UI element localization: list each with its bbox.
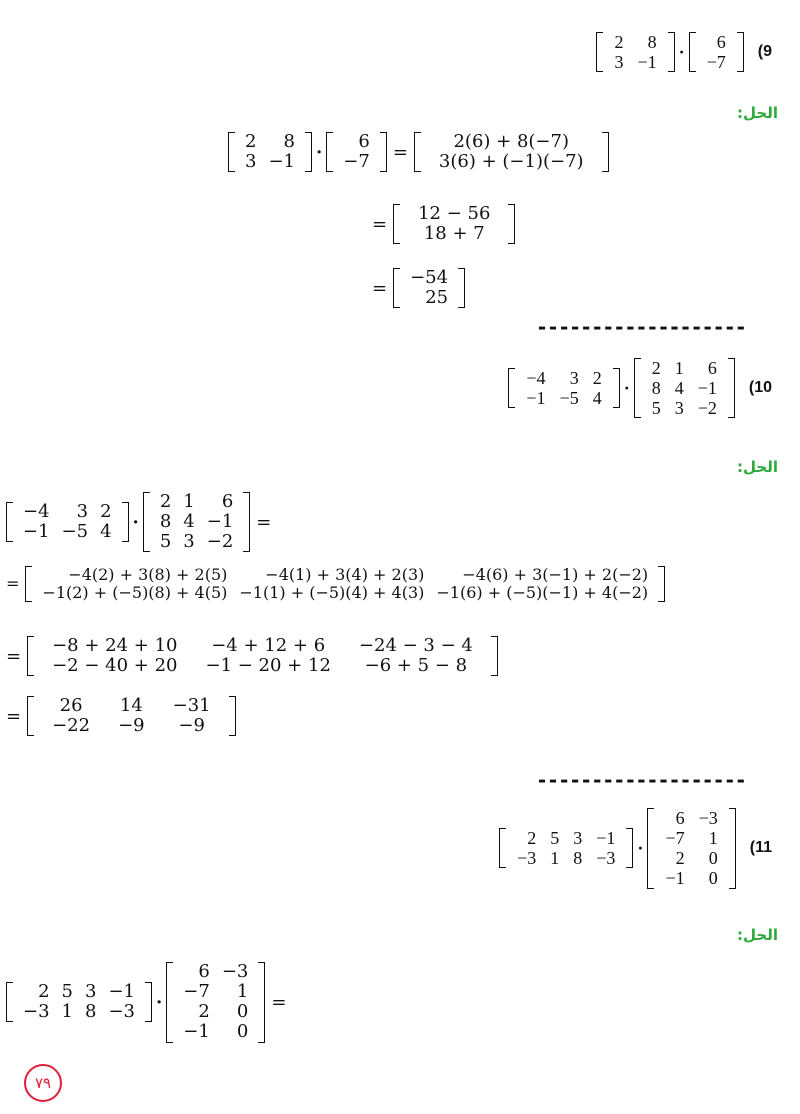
matrix-cell: 18 + 7 — [423, 223, 485, 245]
matrix-cell: −1(2) + (−5)(8) + 4(5) — [42, 582, 228, 602]
left-bracket — [596, 32, 603, 72]
matrix-row — [38, 656, 487, 676]
matrix-row — [17, 522, 118, 542]
s9-step1 — [414, 132, 609, 172]
dot-operator: · — [316, 141, 323, 163]
matrix-row — [658, 828, 724, 848]
matrix-cell: −1 — [206, 511, 234, 533]
matrix-row — [425, 152, 598, 172]
matrix-row — [658, 868, 724, 888]
matrix-cell: −54 — [410, 267, 449, 288]
matrix-cell: −1 — [637, 52, 657, 73]
dot-operator: · — [156, 991, 163, 1013]
matrix-cell: −3 — [23, 1001, 50, 1023]
p10-matrix-b — [634, 358, 735, 418]
matrix-cell: 25 — [425, 287, 449, 309]
equals-sign: = — [372, 213, 388, 235]
s9-line-2 — [366, 204, 515, 244]
s10-step3 — [27, 696, 236, 736]
matrix-cell: −2 − 40 + 20 — [52, 655, 178, 677]
s10-matrix-a — [6, 502, 129, 542]
right-bracket — [668, 32, 675, 72]
matrix-row — [404, 288, 454, 308]
matrix-cell: −3 — [596, 848, 616, 869]
problem-11 — [499, 808, 772, 889]
matrix-row — [177, 962, 254, 982]
left-bracket — [6, 982, 13, 1022]
matrix-cell: 0 — [708, 868, 718, 889]
matrix-cell: −22 — [52, 715, 91, 737]
left-bracket — [393, 268, 400, 308]
matrix-cell: −1 — [596, 828, 616, 849]
matrix-row — [645, 398, 724, 418]
problem-number: (9 — [757, 43, 772, 61]
matrix-cell: 1 — [674, 358, 684, 378]
left-bracket — [27, 696, 34, 736]
matrix-cell: 3 — [674, 398, 684, 419]
s10-line-2 — [6, 566, 665, 602]
matrix-cell: −7 — [706, 52, 726, 73]
matrix-row — [337, 152, 376, 172]
s9-matrix-a — [228, 132, 312, 172]
matrix-cell: 0 — [708, 848, 718, 869]
matrix-cell: 8 — [647, 32, 657, 52]
matrix-cell: 8 — [85, 1001, 97, 1023]
matrix-cell: 4 — [100, 521, 112, 543]
dot-operator: · — [623, 377, 630, 398]
matrix-cell: −4 — [526, 368, 546, 389]
matrix-row — [404, 204, 504, 224]
matrix-cell: 4 — [674, 378, 684, 399]
s10-step2 — [27, 636, 498, 676]
matrix-cell: 2 — [100, 501, 112, 523]
s11-matrix-b — [166, 962, 265, 1043]
matrix-cell: 1 — [61, 1001, 73, 1023]
matrix-row — [17, 1002, 141, 1022]
matrix-cell: 2 — [245, 131, 257, 152]
matrix-cell: 8 — [159, 511, 172, 533]
matrix-row — [658, 848, 724, 868]
page-number-badge — [24, 1064, 62, 1102]
right-bracket — [658, 566, 665, 602]
matrix-cell: 8 — [573, 848, 583, 869]
matrix-cell: 6 — [358, 131, 370, 152]
right-bracket — [145, 982, 152, 1022]
matrix-cell: 3 — [573, 828, 583, 849]
matrix-cell: 14 — [119, 695, 143, 716]
matrix-cell: −4 + 12 + 6 — [211, 635, 326, 656]
matrix-cell: 2(6) + 8(−7) — [453, 131, 569, 152]
left-bracket — [508, 368, 515, 408]
matrix-cell: 2 — [527, 828, 537, 849]
matrix-cell: 2 — [38, 981, 50, 1003]
matrix-cell: 2 — [159, 491, 172, 512]
matrix-row — [177, 982, 254, 1002]
s9-line-3 — [366, 268, 465, 308]
matrix-cell: 4 — [592, 388, 602, 409]
matrix-row — [519, 368, 608, 388]
matrix-cell: −1 — [665, 868, 685, 889]
matrix-row — [36, 566, 654, 584]
solution-label: الحل: — [737, 458, 778, 476]
left-bracket — [326, 132, 333, 172]
matrix-cell: 3 — [183, 531, 195, 553]
matrix-cell: 6 — [675, 808, 685, 828]
matrix-cell: −1 — [108, 981, 135, 1003]
matrix-cell: −1(6) + (−5)(−1) + 4(−2) — [436, 582, 649, 602]
equals-sign: = — [6, 705, 22, 727]
matrix-row — [404, 224, 504, 244]
matrix-cell: −9 — [178, 715, 205, 737]
s10-line-1 — [6, 492, 277, 552]
right-bracket — [602, 132, 609, 172]
matrix-cell: 6 — [198, 961, 210, 982]
s10-line-4 — [6, 696, 236, 736]
matrix-row — [404, 268, 454, 288]
right-bracket — [243, 492, 250, 552]
matrix-cell: −1(1) + (−5)(4) + 4(3) — [239, 582, 425, 602]
matrix-row — [239, 132, 301, 152]
problem-number: (10 — [748, 379, 772, 397]
matrix-row — [17, 502, 118, 522]
matrix-row — [38, 696, 225, 716]
left-bracket — [393, 204, 400, 244]
matrix-row — [177, 1002, 254, 1022]
matrix-cell: 3 — [569, 368, 579, 389]
right-bracket — [728, 358, 735, 418]
matrix-row — [700, 32, 733, 52]
matrix-cell: −4(2) + 3(8) + 2(5) — [68, 565, 228, 584]
right-bracket — [229, 696, 236, 736]
left-bracket — [689, 32, 696, 72]
right-bracket — [258, 962, 265, 1043]
matrix-cell: −1 — [23, 521, 50, 543]
left-bracket — [647, 808, 654, 889]
p9-matrix-a — [596, 32, 674, 72]
matrix-cell: 6 — [716, 32, 726, 52]
equals-sign: = — [271, 991, 287, 1013]
right-bracket — [729, 808, 736, 889]
matrix-cell: −4 — [23, 501, 50, 523]
matrix-row — [645, 358, 724, 378]
dot-operator: · — [637, 837, 644, 858]
matrix-row — [658, 808, 724, 828]
matrix-cell: 3 — [614, 52, 624, 73]
matrix-cell: 12 − 56 — [418, 203, 491, 224]
matrix-cell: 5 — [651, 398, 661, 419]
right-bracket — [737, 32, 744, 72]
matrix-row — [700, 52, 733, 72]
matrix-row — [17, 982, 141, 1002]
matrix-cell: −5 — [61, 521, 89, 543]
matrix-cell: 1 — [550, 848, 560, 869]
matrix-row — [154, 492, 239, 512]
left-bracket — [6, 502, 13, 542]
matrix-cell: 0 — [236, 1021, 249, 1043]
matrix-cell: 5 — [550, 828, 560, 849]
right-bracket — [458, 268, 465, 308]
matrix-cell: 5 — [159, 531, 172, 553]
right-bracket — [380, 132, 387, 172]
matrix-row — [38, 716, 225, 736]
matrix-cell: 2 — [614, 32, 624, 52]
right-bracket — [613, 368, 620, 408]
s11-matrix-a — [6, 982, 152, 1022]
right-bracket — [508, 204, 515, 244]
dot-operator: · — [678, 41, 685, 62]
matrix-cell: 2 — [675, 848, 685, 869]
s9-step2 — [393, 204, 515, 244]
right-bracket — [491, 636, 498, 676]
right-bracket — [626, 828, 633, 868]
matrix-cell: 2 — [198, 1001, 210, 1023]
matrix-row — [154, 532, 239, 552]
left-bracket — [25, 566, 32, 602]
matrix-cell: −24 − 3 − 4 — [358, 635, 473, 656]
matrix-cell: 3 — [85, 981, 97, 1003]
s9-line-1 — [228, 132, 609, 172]
p9-matrix-b — [689, 32, 744, 72]
left-bracket — [143, 492, 150, 552]
matrix-cell: 5 — [61, 981, 73, 1003]
s10-matrix-b — [143, 492, 250, 552]
equals-sign: = — [372, 277, 388, 299]
matrix-cell: −3 — [221, 961, 249, 982]
left-bracket — [228, 132, 235, 172]
matrix-cell: 6 — [707, 358, 717, 378]
matrix-cell: −7 — [343, 151, 370, 173]
problem-number: (11 — [749, 839, 772, 857]
matrix-cell: 0 — [236, 1001, 249, 1023]
s9-matrix-b — [326, 132, 387, 172]
matrix-cell: 3 — [245, 151, 257, 173]
matrix-row — [425, 132, 598, 152]
matrix-cell: 1 — [183, 491, 195, 512]
matrix-cell: −1 − 20 + 12 — [205, 655, 331, 677]
matrix-row — [510, 848, 622, 868]
matrix-row — [38, 636, 487, 656]
matrix-row — [36, 584, 654, 602]
equals-sign: = — [256, 511, 272, 533]
equals-sign: = — [392, 141, 408, 163]
matrix-cell: 6 — [221, 491, 234, 512]
matrix-cell: 2 — [651, 358, 661, 378]
s11-line-1 — [6, 962, 292, 1043]
matrix-cell: −1 — [268, 151, 295, 173]
matrix-cell: −3 — [517, 848, 537, 869]
matrix-cell: 4 — [183, 511, 195, 533]
matrix-cell: 3(6) + (−1)(−7) — [438, 151, 584, 173]
left-bracket — [634, 358, 641, 418]
matrix-row — [607, 52, 663, 72]
problem-9 — [596, 32, 772, 72]
s9-step3 — [393, 268, 465, 308]
p11-matrix-a — [499, 828, 633, 868]
equals-sign: = — [6, 574, 20, 594]
separator-line: ------------------- — [536, 315, 746, 339]
matrix-cell: 26 — [59, 695, 83, 716]
matrix-cell: 8 — [283, 131, 295, 152]
matrix-cell: −3 — [698, 808, 718, 828]
matrix-cell: 2 — [592, 368, 602, 389]
matrix-cell: −7 — [665, 828, 685, 849]
right-bracket — [122, 502, 129, 542]
page-number: ٧٩ — [34, 1074, 52, 1092]
matrix-cell: 3 — [76, 501, 89, 523]
left-bracket — [27, 636, 34, 676]
left-bracket — [499, 828, 506, 868]
equals-sign: = — [6, 645, 22, 667]
matrix-row — [337, 132, 376, 152]
matrix-row — [510, 828, 622, 848]
s10-line-3 — [6, 636, 498, 676]
problem-10 — [508, 358, 772, 418]
matrix-row — [177, 1022, 254, 1042]
matrix-cell: −6 + 5 − 8 — [364, 655, 468, 677]
matrix-cell: −9 — [118, 715, 145, 737]
matrix-cell: −1 — [697, 378, 717, 399]
p11-matrix-b — [647, 808, 735, 889]
matrix-cell: −4(1) + 3(4) + 2(3) — [265, 565, 425, 584]
matrix-cell: −1 — [183, 1021, 210, 1043]
solution-label: الحل: — [737, 926, 778, 944]
solution-label: الحل: — [737, 104, 778, 122]
matrix-cell: −5 — [559, 388, 579, 409]
matrix-row — [607, 32, 663, 52]
matrix-row — [154, 512, 239, 532]
matrix-cell: 8 — [651, 378, 661, 399]
matrix-row — [645, 378, 724, 398]
dot-operator: · — [132, 511, 139, 533]
matrix-cell: −4(6) + 3(−1) + 2(−2) — [462, 565, 649, 584]
matrix-row — [239, 152, 301, 172]
s10-step1 — [25, 566, 665, 602]
separator-line: ------------------- — [536, 768, 746, 792]
matrix-cell: −7 — [183, 981, 210, 1003]
left-bracket — [414, 132, 421, 172]
matrix-cell: −2 — [697, 398, 717, 419]
right-bracket — [305, 132, 312, 172]
matrix-cell: −8 + 24 + 10 — [52, 635, 178, 656]
matrix-cell: −3 — [108, 1001, 135, 1023]
matrix-cell: 1 — [236, 981, 249, 1003]
matrix-row — [519, 388, 608, 408]
left-bracket — [166, 962, 173, 1043]
p10-matrix-a — [508, 368, 619, 408]
matrix-cell: −2 — [206, 531, 234, 553]
matrix-cell: −1 — [526, 388, 546, 409]
matrix-cell: 1 — [708, 828, 718, 849]
matrix-cell: −31 — [172, 695, 211, 716]
